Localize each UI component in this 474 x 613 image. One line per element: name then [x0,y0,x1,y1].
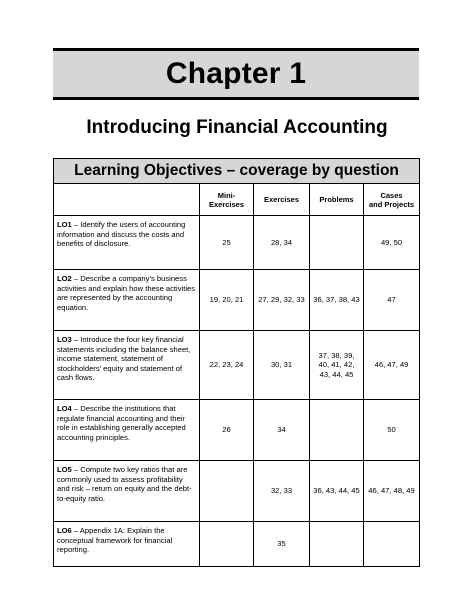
objective-text: – Describe a company’s business activities and explain how these activities are represented by the accounting equation. [57,274,196,312]
objective-cell [54,461,200,522]
table-row [54,331,420,400]
mini-exercises-cell [200,522,254,567]
table-title: Learning Objectives – coverage by question [54,159,420,184]
objective-text: – Compute two key ratios that are commonly used to assess profitability and risk – return on equity and the debt-to-equity ratio. [57,465,192,503]
cases-cell [364,522,420,567]
cases-cell: 46, 47, 49 [364,331,420,400]
objective-cell [54,331,200,400]
chapter-title: Chapter 1 [165,57,307,90]
problems-cell [310,400,364,461]
problems-cell: 36, 43, 44, 45 [310,461,364,522]
table-row [54,270,420,331]
objective-text: – Introduce the four key financial statements including the balance sheet, income statement, statement of stockholders’ equity and statement of cash flows. [57,335,191,383]
exercises-cell: 27, 29, 32, 33 [254,270,310,331]
column-header-problems: Problems [310,184,364,216]
objective-text: – Identify the users of accounting information and discuss the costs and benefits of disclosure. [57,220,186,249]
table-row [54,400,420,461]
problems-cell: 37, 38, 39, 40, 41, 42, 43, 44, 45 [310,331,364,400]
objective-code: LO1 [57,220,72,229]
objective-cell [54,400,200,461]
mini-exercises-cell [200,461,254,522]
problems-cell [310,522,364,567]
objective-code: LO4 [57,404,72,413]
cases-cell: 49, 50 [364,216,420,270]
column-header-cases-projects: Cases and Projects [364,184,420,216]
column-header-objective [54,184,200,216]
column-header-mini-exercises: Mini- Exercises [200,184,254,216]
mini-exercises-cell: 25 [200,216,254,270]
objective-cell [54,270,200,331]
objective-code: LO2 [57,274,72,283]
chapter-banner [53,48,419,100]
cases-cell: 46, 47, 48, 49 [364,461,420,522]
exercises-cell: 30, 31 [254,331,310,400]
chapter-subtitle: Introducing Financial Accounting [86,117,388,138]
exercises-cell: 32, 33 [254,461,310,522]
learning-objectives-table [53,158,420,567]
table-banner-row [54,159,420,184]
exercises-cell: 34 [254,400,310,461]
objective-code: LO6 [57,526,72,535]
objective-text: – Appendix 1A: Explain the conceptual framework for financial reporting. [57,526,173,555]
objective-cell [54,522,200,567]
table-row [54,461,420,522]
exercises-cell: 28, 34 [254,216,310,270]
mini-exercises-cell: 22, 23, 24 [200,331,254,400]
cases-cell: 50 [364,400,420,461]
mini-exercises-cell: 26 [200,400,254,461]
exercises-cell: 35 [254,522,310,567]
mini-exercises-cell: 19, 20, 21 [200,270,254,331]
objective-code: LO5 [57,465,72,474]
objective-text: – Describe the institutions that regulate financial accounting and their role in establishing generally accepted accounting principles. [57,404,186,442]
column-header-exercises: Exercises [254,184,310,216]
table-row [54,522,420,567]
table-header-row [54,184,420,216]
problems-cell [310,216,364,270]
objective-code: LO3 [57,335,72,344]
objective-cell [54,216,200,270]
problems-cell: 36, 37, 38, 43 [310,270,364,331]
cases-cell: 47 [364,270,420,331]
table-row [54,216,420,270]
